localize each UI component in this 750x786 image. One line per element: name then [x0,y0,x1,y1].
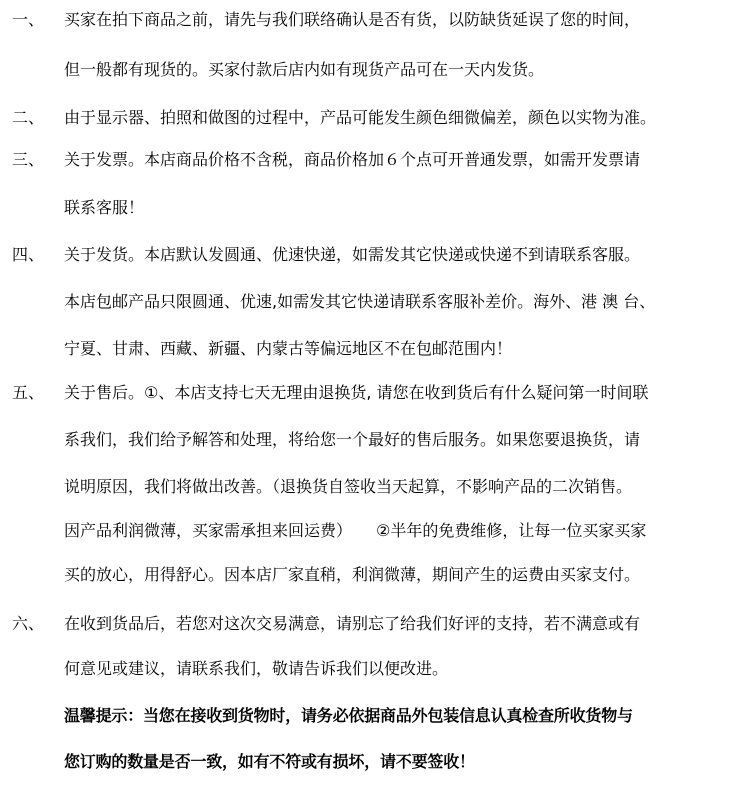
item-5-text-line-2: 系我们，我们给予解答和处理，将给您一个最好的售后服务。如果您要退换货，请 [64,430,641,449]
item-3-number: 三、 [12,150,45,169]
notice-item-3-line-1 [0,147,750,173]
notice-item-5-line-1 [0,380,750,406]
notice-item-6-line-1 [0,611,750,637]
item-1-text-line-1: 买家在拍下商品之前，请先与我们联络确认是否有货，以防缺货延误了您的时间， [64,10,641,29]
item-4-text-line-1: 关于发货。本店默认发圆通、优速快递，如需发其它快递或快递不到请联系客服。 [64,245,641,264]
reminder-line-1 [0,703,750,729]
reminder-text-line-2: 您订购的数量是否一致，如有不符或有损坏，请不要签收！ [64,752,475,771]
item-5-text-line-3: 说明原因，我们将做出改善。（退换货自签收当天起算，不影响产品的二次销售。 [64,477,633,496]
item-3-text-line-2: 联系客服！ [64,198,145,217]
item-2-number: 二、 [12,108,45,127]
notice-item-4-line-2 [0,289,750,315]
item-6-text-line-2: 何意见或建议，请联系我们，敬请告诉我们以便改进。 [64,659,449,678]
notice-item-4-line-3 [0,336,750,362]
notice-item-5-line-3 [0,474,750,500]
item-5-number: 五、 [12,383,45,402]
notice-item-4-line-1 [0,242,750,268]
notice-item-2-line-1 [0,105,750,131]
item-3-text-line-1: 关于发票。本店商品价格不含税，商品价格加６个点可开普通发票，如需开发票请 [64,150,641,169]
item-1-text-line-2: 但一般都有现货的。买家付款后店内如有现货产品可在一天内发货。 [64,60,545,79]
item-4-number: 四、 [12,245,45,264]
item-2-text-line-1: 由于显示器、拍照和做图的过程中，产品可能发生颜色细微偏差，颜色以实物为准。 [64,108,657,127]
notice-item-5-line-5 [0,562,750,588]
item-4-text-line-3: 宁夏、甘肃、西藏、新疆、内蒙古等偏远地区不在包邮范围内！ [64,339,513,358]
item-4-text-line-2: 本店包邮产品只限圆通、优速,如需发其它快递请联系客服补差价。海外、港 澳 台、 [64,292,656,311]
item-1-number: 一、 [12,10,45,29]
notice-item-3-line-2 [0,195,750,221]
reminder-text-line-1: 温馨提示：当您在接收到货物时，请务必依据商品外包装信息认真检查所收货物与 [64,706,633,725]
item-6-number: 六、 [12,614,45,633]
notice-item-1-line-2 [0,57,750,83]
item-5-text-line-5: 买的放心，用得舒心。因本店厂家直稍，利润微薄，期间产生的运费由买家支付。 [64,565,641,584]
notice-item-5-line-2 [0,427,750,453]
notice-item-6-line-2 [0,656,750,682]
item-5-text-line-1: 关于售后。①、本店支持七天无理由退换货, 请您在收到货后有什么疑问第一时间联 [64,383,649,402]
item-5-text-line-4: 因产品利润微薄，买家需承担来回运费） ②半年的免费维修，让每一位买家买家 [64,521,647,540]
notice-item-5-line-4 [0,518,750,544]
item-6-text-line-1: 在收到货品后，若您对这次交易满意，请别忘了给我们好评的支持，若不满意或有 [64,614,641,633]
notice-item-1-line-1 [0,7,750,33]
reminder-line-2 [0,749,750,775]
